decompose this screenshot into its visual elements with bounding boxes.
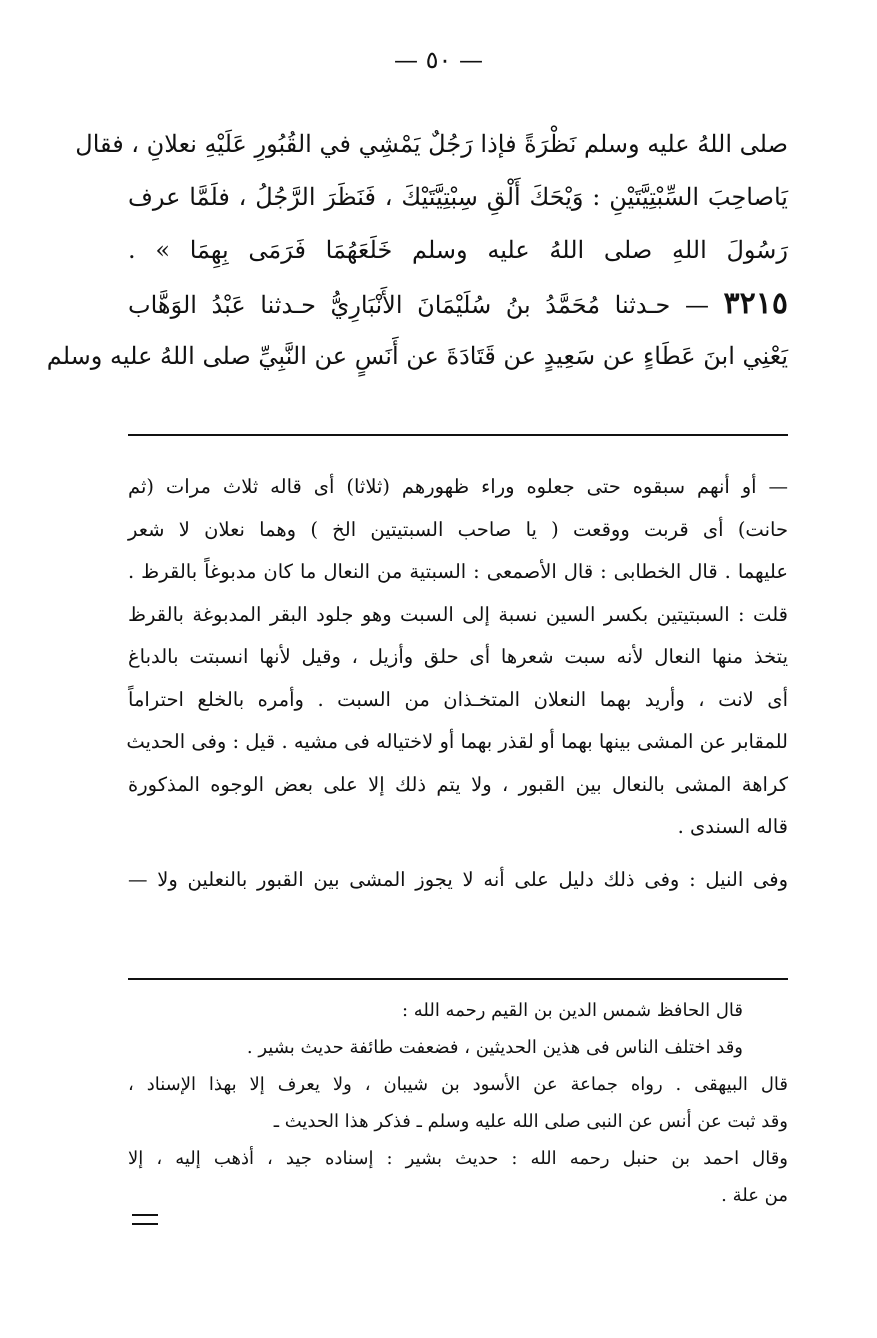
- footnote-line: وقد ثبت عن أنس عن النبى صلى الله عليه وسلم ـ فذكر هذا الحديث ـ: [273, 1111, 788, 1132]
- section-divider: [128, 434, 788, 436]
- commentary-line: أى لانت ، وأريد بهما النعلان المتخـذان من السبت . وأمره بالخلع احتراماً: [128, 687, 788, 711]
- commentary-line: قاله السندى .: [677, 815, 788, 838]
- hadith-number: ٣٢١٥: [723, 286, 788, 321]
- footnote-line: قال الحافظ شمس الدين بن القيم رحمه الله :: [401, 1000, 743, 1021]
- footnote-line: وقد اختلف الناس فى هذين الحديثين ، فضعفت طائفة حديث بشير .: [246, 1037, 743, 1058]
- footnote-line: وقال احمد بن حنبل رحمه الله : حديث بشير : إسناده جيد ، أذهب إليه ، إلا: [128, 1148, 788, 1169]
- commentary-continuation: وفى النيل : وفى ذلك دليل على أنه لا يجوز المشى بين القبور بالنعلين ولا —: [128, 867, 788, 891]
- main-text-line: صلى اللهُ عليه وسلم نَظْرَةً فإذا رَجُلٌ يَمْشِي في القُبُورِ عَلَيْهِ نعلانِ ، فقال: [75, 130, 788, 158]
- main-text-line: رَسُولَ اللهِ صلى اللهُ عليه وسلم خَلَعَهُمَا فَرَمَى بِهِمَا » .: [128, 236, 788, 264]
- commentary: [128, 466, 788, 901]
- commentary-line: حانت) أى قربت ووقعت ( يا صاحب السبتيتين الخ ) وهما نعلان لا شعر: [128, 517, 788, 541]
- main-text-line: يَعْنِي ابنَ عَطَاءٍ عن سَعِيدٍ عن قَتَادَةَ عن أَنَسٍ عن النَّبِيِّ صلى اللهُ عليه وسلم: [46, 342, 788, 370]
- end-mark: [132, 1214, 158, 1225]
- hadith-chain-text: — حـدثنا مُحَمَّدُ بنُ سُلَيْمَانَ الأَنْبَارِيُّ حـدثنا عَبْدُ الوَهَّاب: [128, 291, 709, 319]
- commentary-line: قلت : السبتيتين بكسر السين نسبة إلى السبت وهو جلود البقر المدبوغة بالقرظ: [128, 602, 788, 626]
- commentary-line: — أو أنهم سبقوه حتى جعلوه وراء ظهورهم (ثلاثا) أى قاله ثلاث مرات (ثم: [128, 475, 788, 498]
- footnote-divider: [128, 978, 788, 980]
- commentary-line: للمقابر عن المشى بينها بهما أو لقذر بهما أو لاختياله فى مشيه . قيل : وفى الحديث: [126, 730, 788, 753]
- commentary-line: عليهما . قال الخطابى : قال الأصمعى : السبتية من النعال ما كان مدبوغاً بالقرظ .: [128, 560, 788, 583]
- footnote-line: قال البيهقى . رواه جماعة عن الأسود بن شيبان ، ولا يعرف إلا بهذا الإسناد ،: [128, 1074, 788, 1095]
- main-text-line: يَاصاحِبَ السِّبْتِيَّتَيْنِ : وَيْحَكَ أَلْقِ سِبْتِيَّتَيْكَ ، فَنَظَرَ الرَّجُلُ ، فلَمَّا عرف: [128, 183, 788, 211]
- footnote-line: من علة .: [721, 1185, 788, 1206]
- hadith-line: [128, 277, 788, 330]
- footnote: [128, 992, 788, 1214]
- main-text: [46, 118, 788, 383]
- commentary-line: كراهة المشى بالنعال بين القبور ، ولا يتم ذلك إلا على بعض الوجوه المذكورة: [128, 772, 788, 796]
- page-number: — ٥٠ —: [393, 46, 484, 74]
- commentary-line: يتخذ منها النعال لأنه سبت شعرها أى حلق وأزيل ، وقيل لأنها انسبتت بالدباغ: [128, 645, 788, 668]
